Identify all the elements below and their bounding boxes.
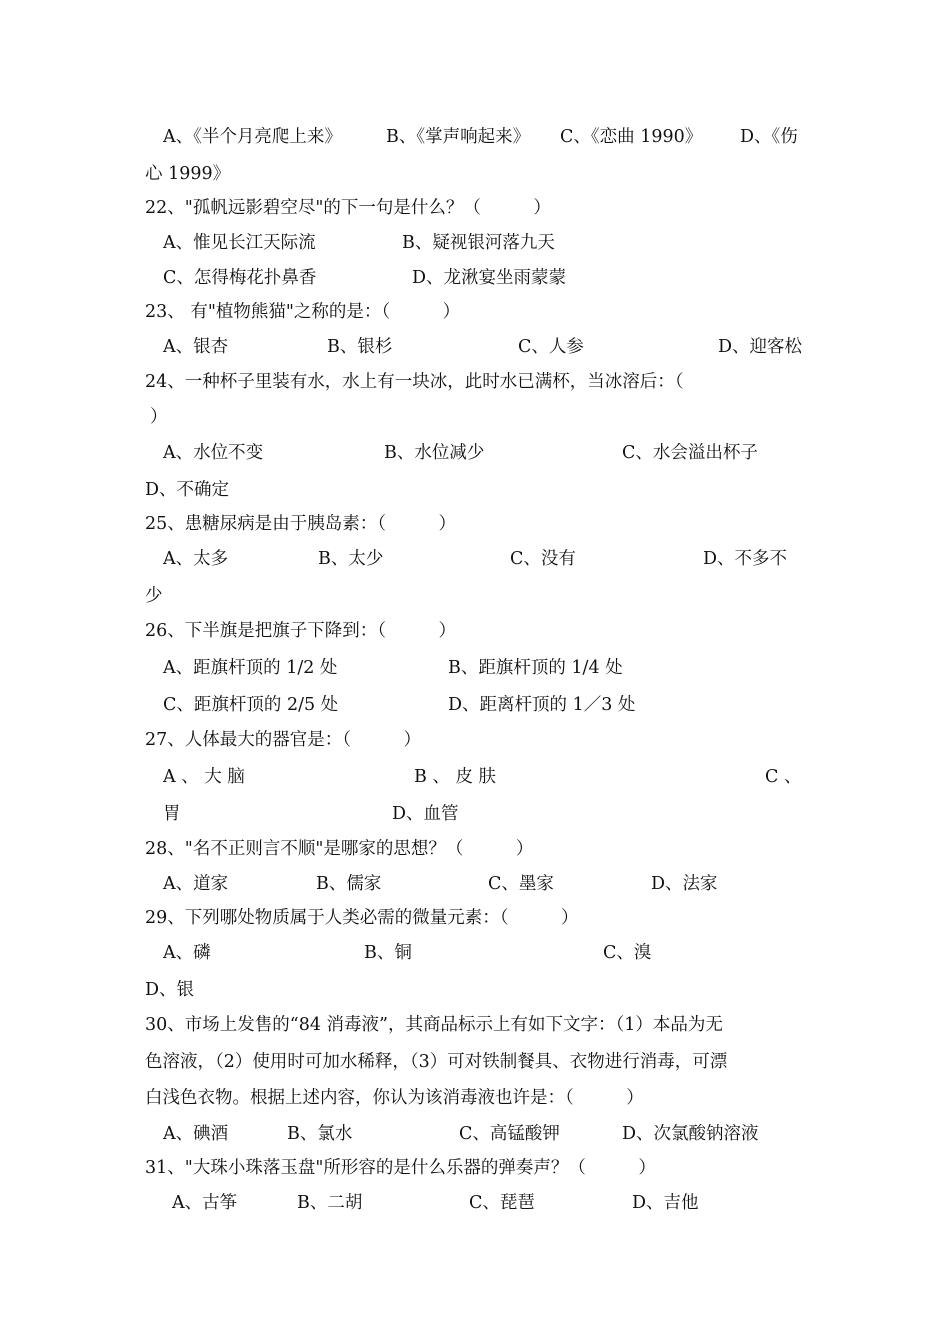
question-23-stem: 23、 有"植物熊猫"之称的是：（ ） <box>145 302 461 322</box>
question-29-option-c: C、溴 <box>603 943 652 963</box>
question-31-option-b: B、二胡 <box>297 1193 363 1213</box>
option-b: B、《掌声响起来》 <box>386 127 531 147</box>
question-28-option-b: B、儒家 <box>316 874 382 894</box>
question-31-option-c: C、琵琶 <box>469 1193 535 1213</box>
question-24-option-b: B、水位减少 <box>384 443 485 463</box>
option-d-continued: 心 1999》 <box>145 164 231 184</box>
question-23-option-a: A、银杏 <box>163 337 229 357</box>
question-30-option-b: B、氯水 <box>287 1124 353 1144</box>
question-31-option-d: D、吉他 <box>632 1193 699 1213</box>
question-27-option-c: C 、 <box>765 767 802 787</box>
question-27-option-b: B 、 皮 肤 <box>414 767 497 787</box>
question-28-option-d: D、法家 <box>651 874 718 894</box>
question-26-option-b: B、距旗杆顶的 1/4 处 <box>448 658 623 678</box>
option-a: A、《半个月亮爬上来》 <box>163 127 342 147</box>
question-23-option-d: D、迎客松 <box>718 337 803 357</box>
option-d: D、《伤 <box>740 127 798 147</box>
question-28-option-c: C、墨家 <box>488 874 554 894</box>
question-30-stem-line-3: 白浅色衣物。根据上述内容，你认为该消毒液也许是：（ ） <box>145 1088 644 1108</box>
question-29-stem: 29、下列哪处物质属于人类必需的微量元素：（ ） <box>145 908 579 928</box>
question-23-option-b: B、银杉 <box>327 337 393 357</box>
option-c: C、《恋曲 1990》 <box>560 127 703 147</box>
question-22-option-a: A、惟见长江天际流 <box>163 233 316 253</box>
question-26-option-d: D、距离杆顶的 1／3 处 <box>448 695 636 715</box>
question-22-option-d: D、龙湫宴坐雨蒙蒙 <box>412 268 567 288</box>
question-30-stem-line-1: 30、市场上发售的“84 消毒液”，其商品标示上有如下文字：（1）本品为无 <box>145 1015 723 1035</box>
question-25-option-d: D、不多不 <box>703 549 788 569</box>
question-24-option-c: C、水会溢出杯子 <box>622 443 758 463</box>
question-24-stem-continued: ） <box>150 407 168 427</box>
question-25-option-b: B、太少 <box>318 549 384 569</box>
question-26-stem: 26、下半旗是把旗子下降到：（ ） <box>145 621 457 641</box>
question-25-option-c: C、没有 <box>510 549 576 569</box>
question-30-option-a: A、碘酒 <box>163 1124 229 1144</box>
question-31-stem: 31、"大珠小珠落玉盘"所形容的是什么乐器的弹奏声？（ ） <box>145 1158 656 1178</box>
question-31-option-a: A、古筝 <box>172 1193 238 1213</box>
question-27-option-a: A 、 大 脑 <box>163 767 245 787</box>
question-26-option-c: C、距旗杆顶的 2/5 处 <box>163 695 339 715</box>
question-25-option-a: A、太多 <box>163 549 229 569</box>
question-24-option-a: A、水位不变 <box>163 443 264 463</box>
question-23-option-c: C、人参 <box>518 337 584 357</box>
question-29-option-a: A、磷 <box>163 943 211 963</box>
question-24-stem: 24、一种杯子里装有水，水上有一块冰，此时水已满杯，当冰溶后：（ <box>145 372 684 392</box>
question-28-option-a: A、道家 <box>163 874 229 894</box>
question-22-stem: 22、"孤帆远影碧空尽"的下一句是什么？（ ） <box>145 198 551 218</box>
question-30-option-c: C、高锰酸钾 <box>459 1124 560 1144</box>
question-30-stem-line-2: 色溶液，（2）使用时可加水稀释，（3）可对铁制餐具、衣物进行消毒，可漂 <box>145 1052 728 1072</box>
question-27-stem: 27、人体最大的器官是：（ ） <box>145 730 422 750</box>
question-27-option-d: D、血管 <box>392 804 459 824</box>
question-28-stem: 28、"名不正则言不顺"是哪家的思想？（ ） <box>145 839 534 859</box>
question-24-option-d: D、不确定 <box>145 480 230 500</box>
question-25-option-d-continued: 少 <box>145 586 163 606</box>
question-30-option-d: D、次氯酸钠溶液 <box>622 1124 759 1144</box>
question-29-option-d: D、银 <box>145 980 195 1000</box>
question-29-option-b: B、铜 <box>364 943 412 963</box>
question-26-option-a: A、距旗杆顶的 1/2 处 <box>163 658 338 678</box>
question-27-option-c-continued: 胃 <box>163 804 181 824</box>
question-22-option-b: B、疑视银河落九天 <box>402 233 555 253</box>
question-25-stem: 25、患糖尿病是由于胰岛素：（ ） <box>145 514 457 534</box>
question-22-option-c: C、怎得梅花扑鼻香 <box>163 268 317 288</box>
